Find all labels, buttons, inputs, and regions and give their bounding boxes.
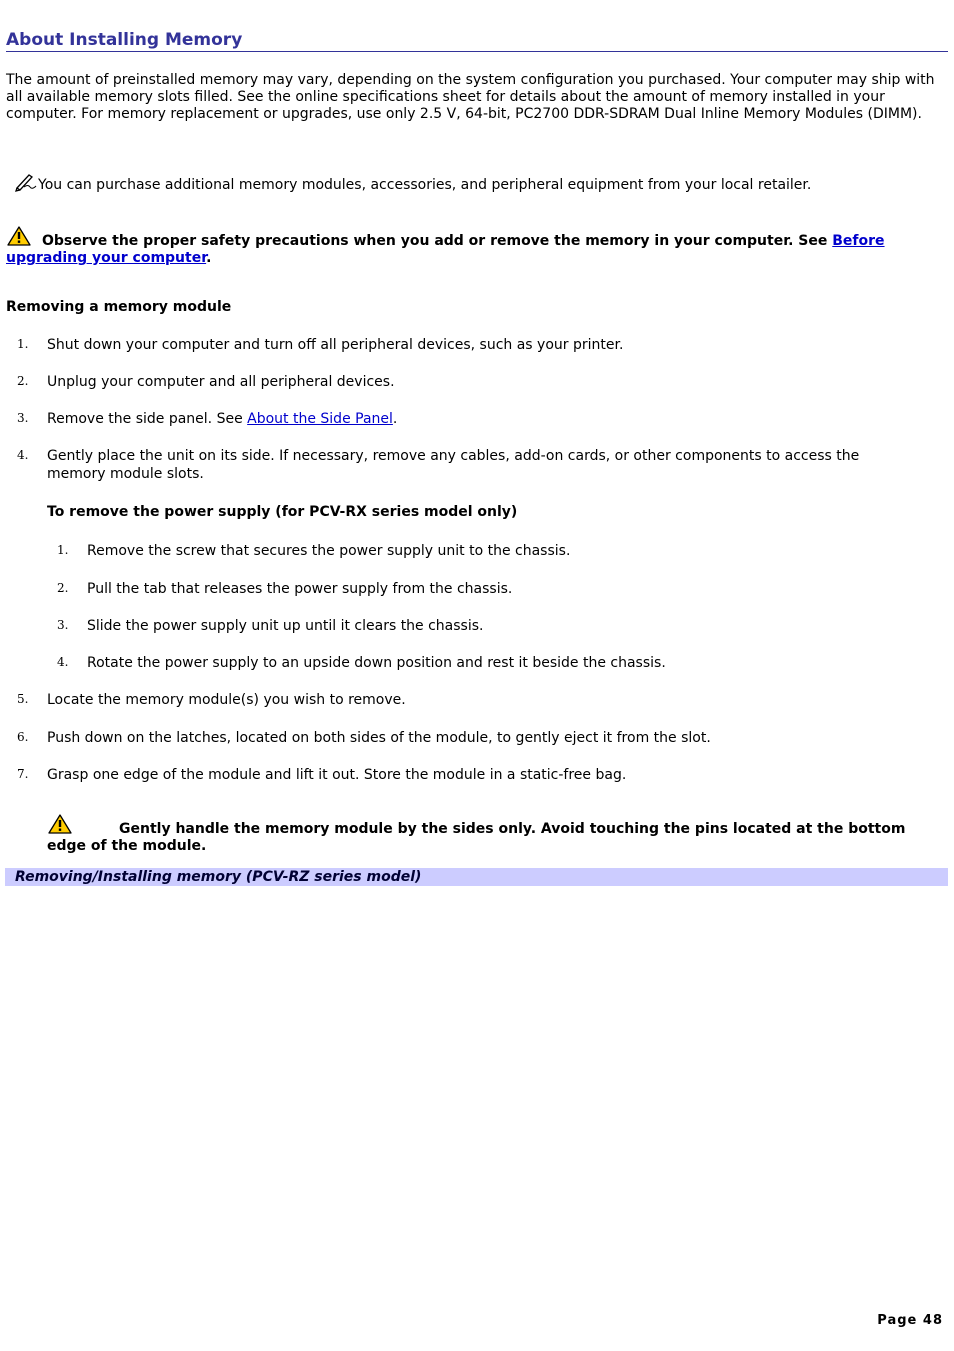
warning-block-1: [6, 225, 941, 267]
step-text: Gently place the unit on its side. If necessary, remove any cables, add-on cards, or other components to access the memory module slots.: [47, 448, 860, 482]
step-text: Grasp one edge of the module and lift it out. Store the module in a static-free bag.: [47, 767, 627, 783]
page-number: Page 48: [877, 1313, 943, 1328]
step-text: [47, 410, 907, 428]
step-number: 4.: [17, 448, 29, 462]
warning-1-end: .: [206, 250, 212, 266]
pencil-note-icon: [14, 172, 38, 192]
section-heading: Removing a memory module: [6, 299, 232, 315]
step-3-end: .: [392, 411, 398, 427]
step-3-text: Remove the side panel. See: [47, 411, 248, 427]
about-side-panel-link[interactable]: About the Side Panel: [247, 411, 393, 427]
substep-number: 3.: [57, 618, 69, 632]
warning-block-2: [47, 813, 947, 855]
step-text: Push down on the latches, located on both sides of the module, to gently eject it from the slot.: [47, 730, 711, 746]
step-number: 3.: [17, 411, 29, 425]
substep-number: 1.: [57, 543, 69, 557]
page-title: About Installing Memory: [6, 30, 243, 50]
warning-triangle-icon: [47, 813, 73, 835]
substep-text: Pull the tab that releases the power supply from the chassis.: [87, 581, 513, 597]
step-number: 1.: [17, 337, 29, 351]
step-number: 2.: [17, 374, 29, 388]
step-text: Shut down your computer and turn off all peripheral devices, such as your printer.: [47, 337, 624, 353]
warning-1-text: Observe the proper safety precautions when you add or remove the memory in your computer. See: [42, 233, 833, 249]
step-text: Unplug your computer and all peripheral devices.: [47, 374, 395, 390]
warning-2-text: Gently handle the memory module by the sides only. Avoid touching the pins located at the bottom edge of the module.: [47, 821, 906, 854]
substep-text: Rotate the power supply to an upside down position and rest it beside the chassis.: [87, 655, 666, 671]
substep-text: Remove the screw that secures the power supply unit to the chassis.: [87, 543, 571, 559]
intro-paragraph: The amount of preinstalled memory may vary, depending on the system configuration you purchased. Your computer may ship with all available memory slots filled. See the online specifications sheet for details about the amount of memory installed in your computer. For memory replacement or upgrades, use only 2.5 V, 64-bit, PC2700 DDR-SDRAM Dual Inline Memory Modules (DIMM).: [6, 72, 935, 122]
title-rule: [6, 29, 948, 52]
step-number: 6.: [17, 730, 29, 744]
substep-number: 2.: [57, 581, 69, 595]
section-bar-label: Removing/Installing memory (PCV-RZ series model): [15, 869, 422, 885]
before-upgrading-link[interactable]: Before upgrading your computer: [6, 233, 885, 266]
step-number: 7.: [17, 767, 29, 781]
substep-number: 4.: [57, 655, 69, 669]
warning-triangle-icon: [6, 225, 32, 247]
note-block: [14, 172, 944, 194]
note-text: You can purchase additional memory modules, accessories, and peripheral equipment from your local retailer.: [38, 177, 812, 193]
step-number: 5.: [17, 692, 29, 706]
section-bar[interactable]: [5, 868, 948, 886]
step-text: Locate the memory module(s) you wish to remove.: [47, 692, 406, 708]
power-supply-heading: To remove the power supply (for PCV-RX series model only): [47, 504, 518, 520]
substep-text: Slide the power supply unit up until it clears the chassis.: [87, 618, 484, 634]
